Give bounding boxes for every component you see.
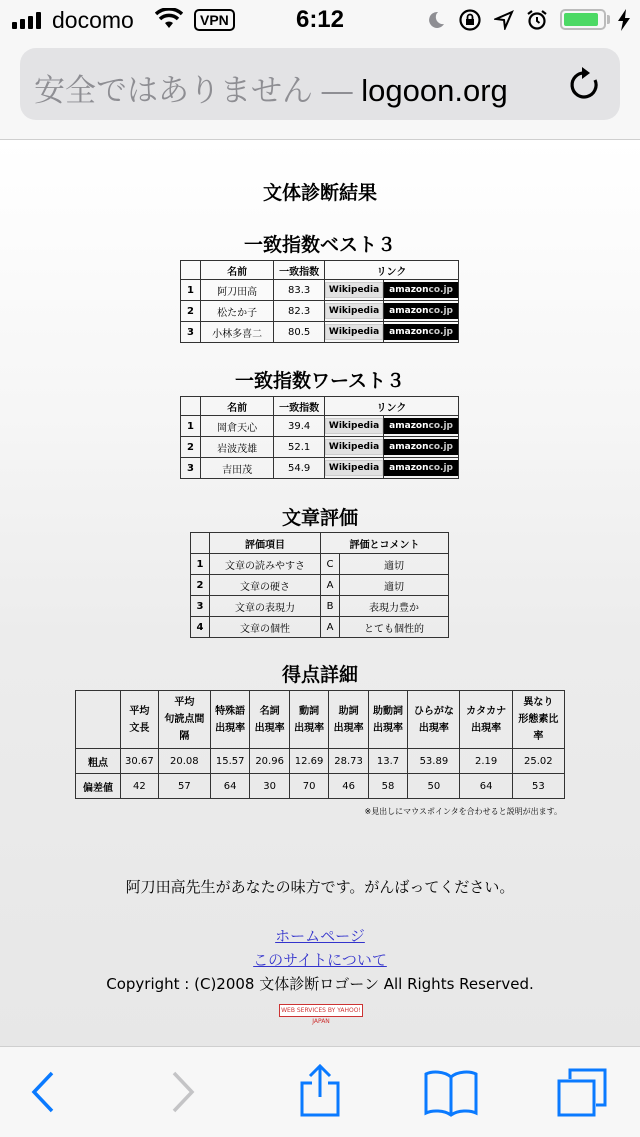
table-row	[191, 575, 449, 596]
score-value-cell: 64	[210, 774, 249, 799]
amazon-label: amazon	[389, 285, 429, 295]
worst-header-score: 一致指数	[274, 397, 325, 416]
details-column-header[interactable]: 特殊語 出現率	[210, 691, 249, 749]
best-header-name: 名前	[200, 261, 273, 280]
score-cell: 82.3	[274, 301, 325, 322]
best-table	[180, 260, 459, 343]
score-cell: 52.1	[274, 437, 325, 458]
name-cell: 岡倉天心	[200, 416, 273, 437]
best-header-score: 一致指数	[274, 261, 325, 280]
rank-cell: 4	[191, 617, 210, 638]
table-row	[191, 596, 449, 617]
details-column-header[interactable]: カタカナ 出現率	[460, 691, 512, 749]
details-column-header[interactable]: 平均 句読点間 隔	[158, 691, 210, 749]
score-value-cell: 58	[368, 774, 407, 799]
status-icons	[426, 8, 548, 32]
amazon-tld: co.jp	[428, 442, 453, 452]
carrier-name: docomo	[52, 7, 134, 33]
address-bar[interactable]	[20, 48, 620, 120]
url-text[interactable]	[34, 65, 508, 110]
table-row	[181, 301, 459, 322]
score-value-cell: 46	[329, 774, 368, 799]
rank-cell: 1	[191, 554, 210, 575]
worst-header-rank	[181, 397, 201, 416]
amazon-link[interactable]	[384, 418, 458, 434]
worst-header-name: 名前	[200, 397, 273, 416]
amazon-link[interactable]	[384, 303, 458, 319]
score-value-cell: 15.57	[210, 749, 249, 774]
item-cell: 文章の表現力	[210, 596, 321, 617]
amazon-link[interactable]	[384, 324, 458, 340]
details-column-header[interactable]: 動詞 出現率	[289, 691, 328, 749]
rank-cell: 1	[181, 280, 201, 301]
row-label: 粗点	[76, 749, 121, 774]
worst-table	[180, 396, 459, 479]
evaluation-table	[190, 532, 449, 638]
forward-icon[interactable]	[168, 1069, 198, 1115]
best-heading: 一致指数ベスト３	[243, 234, 396, 256]
name-cell: 阿刀田高	[200, 280, 273, 301]
eval-header-comment: 評価とコメント	[321, 533, 449, 554]
name-cell: 吉田茂	[200, 458, 273, 479]
amazon-tld: co.jp	[428, 463, 453, 473]
details-column-header[interactable]: 助詞 出現率	[329, 691, 368, 749]
amazon-link[interactable]	[384, 460, 458, 476]
eval-header-item: 評価項目	[210, 533, 321, 554]
row-label: 偏差値	[76, 774, 121, 799]
rank-cell: 1	[181, 416, 201, 437]
comment-cell: 適切	[340, 554, 449, 575]
best-header-link: リンク	[324, 261, 458, 280]
table-row	[191, 554, 449, 575]
score-value-cell: 20.08	[158, 749, 210, 774]
wikipedia-link[interactable]: Wikipedia	[325, 439, 383, 455]
amazon-tld: co.jp	[428, 306, 453, 316]
rank-cell: 3	[181, 458, 201, 479]
score-value-cell: 20.96	[250, 749, 289, 774]
name-cell: 小林多喜二	[200, 322, 273, 343]
grade-cell: B	[321, 596, 340, 617]
details-heading: 得点詳細	[281, 664, 358, 686]
rank-cell: 2	[191, 575, 210, 596]
wikipedia-link[interactable]: Wikipedia	[325, 282, 383, 298]
score-cell: 39.4	[274, 416, 325, 437]
table-row	[181, 437, 459, 458]
alarm-icon	[526, 9, 548, 31]
table-row	[181, 280, 459, 301]
insecure-label: 安全ではありません —	[34, 73, 353, 108]
score-value-cell: 25.02	[512, 749, 564, 774]
result-message: 阿刀田高先生があなたの味方です。がんばってください。	[125, 878, 515, 896]
share-icon[interactable]	[298, 1063, 342, 1117]
best-header-rank	[181, 261, 201, 280]
amazon-tld: co.jp	[428, 327, 453, 337]
score-value-cell: 53.89	[408, 749, 460, 774]
table-row	[76, 774, 565, 799]
score-value-cell: 42	[121, 774, 159, 799]
worst-header-link: リンク	[324, 397, 458, 416]
page-title: 文体診断結果	[262, 182, 377, 204]
wikipedia-link[interactable]: Wikipedia	[325, 303, 383, 319]
score-value-cell: 13.7	[368, 749, 407, 774]
yahoo-badge[interactable]: WEB SERVICES BY YAHOO! JAPAN	[279, 1004, 363, 1017]
charging-icon	[617, 9, 631, 31]
clock: 6:12	[295, 6, 345, 33]
grade-cell: A	[321, 575, 340, 596]
score-value-cell: 57	[158, 774, 210, 799]
item-cell: 文章の硬さ	[210, 575, 321, 596]
grade-cell: A	[321, 617, 340, 638]
rank-cell: 2	[181, 437, 201, 458]
table-row	[191, 617, 449, 638]
table-row	[181, 458, 459, 479]
table-row	[76, 749, 565, 774]
table-row	[181, 322, 459, 343]
browser-toolbar	[0, 1046, 640, 1137]
score-cell: 83.3	[274, 280, 325, 301]
grade-cell: C	[321, 554, 340, 575]
amazon-label: amazon	[389, 421, 429, 431]
details-column-header[interactable]: 平均 文長	[121, 691, 159, 749]
table-row	[181, 416, 459, 437]
score-value-cell: 12.69	[289, 749, 328, 774]
details-column-header[interactable]: 異なり 形態素比 率	[512, 691, 564, 749]
details-note: ※見出しにマウスポインタを合わせると説明が出ます。	[364, 807, 562, 816]
score-cell: 54.9	[274, 458, 325, 479]
web-page	[0, 140, 640, 1046]
amazon-tld: co.jp	[428, 421, 453, 431]
wikipedia-link[interactable]: Wikipedia	[325, 324, 383, 340]
name-cell: 岩波茂雄	[200, 437, 273, 458]
home-link[interactable]: ホームページ	[275, 927, 365, 945]
score-value-cell: 30.67	[121, 749, 159, 774]
evaluation-heading: 文章評価	[281, 507, 358, 529]
rank-cell: 2	[181, 301, 201, 322]
score-value-cell: 30	[250, 774, 289, 799]
item-cell: 文章の個性	[210, 617, 321, 638]
details-column-header[interactable]: 名詞 出現率	[250, 691, 289, 749]
amazon-tld: co.jp	[428, 285, 453, 295]
comment-cell: 表現力豊か	[340, 596, 449, 617]
browser-address-area	[0, 40, 640, 140]
eval-header-rank	[191, 533, 210, 554]
battery-icon	[560, 9, 606, 30]
amazon-label: amazon	[389, 442, 429, 452]
location-icon	[494, 10, 514, 30]
amazon-link[interactable]	[384, 282, 458, 298]
amazon-label: amazon	[389, 463, 429, 473]
score-value-cell: 70	[289, 774, 328, 799]
item-cell: 文章の読みやすさ	[210, 554, 321, 575]
worst-heading: 一致指数ワースト３	[234, 370, 406, 392]
score-value-cell: 50	[408, 774, 460, 799]
rank-cell: 3	[191, 596, 210, 617]
url-host: logoon.org	[361, 73, 508, 108]
status-bar	[0, 0, 640, 40]
name-cell: 松たか子	[200, 301, 273, 322]
wikipedia-link[interactable]: Wikipedia	[325, 418, 383, 434]
score-value-cell: 28.73	[329, 749, 368, 774]
score-cell: 80.5	[274, 322, 325, 343]
comment-cell: 適切	[340, 575, 449, 596]
about-link[interactable]: このサイトについて	[253, 951, 387, 969]
wikipedia-link[interactable]: Wikipedia	[325, 460, 383, 476]
details-table	[75, 690, 565, 799]
comment-cell: とても個性的	[340, 617, 449, 638]
rank-cell: 3	[181, 322, 201, 343]
details-corner	[76, 691, 121, 749]
reload-icon[interactable]	[568, 66, 602, 102]
back-icon[interactable]	[28, 1069, 58, 1115]
details-column-header[interactable]: ひらがな 出現率	[408, 691, 460, 749]
copyright: Copyright : (C)2008 文体診断ロゴーン All Rights Reserved.	[106, 975, 534, 993]
amazon-label: amazon	[389, 306, 429, 316]
amazon-link[interactable]	[384, 439, 458, 455]
score-value-cell: 53	[512, 774, 564, 799]
tabs-icon[interactable]	[556, 1067, 608, 1117]
score-value-cell: 2.19	[460, 749, 512, 774]
moon-icon	[426, 10, 446, 30]
vpn-badge: VPN	[194, 9, 235, 31]
battery-nub	[607, 15, 610, 24]
amazon-label: amazon	[389, 327, 429, 337]
score-value-cell: 64	[460, 774, 512, 799]
rotation-lock-icon	[458, 8, 482, 32]
bookmarks-icon[interactable]	[424, 1069, 478, 1117]
details-column-header[interactable]: 助動詞 出現率	[368, 691, 407, 749]
